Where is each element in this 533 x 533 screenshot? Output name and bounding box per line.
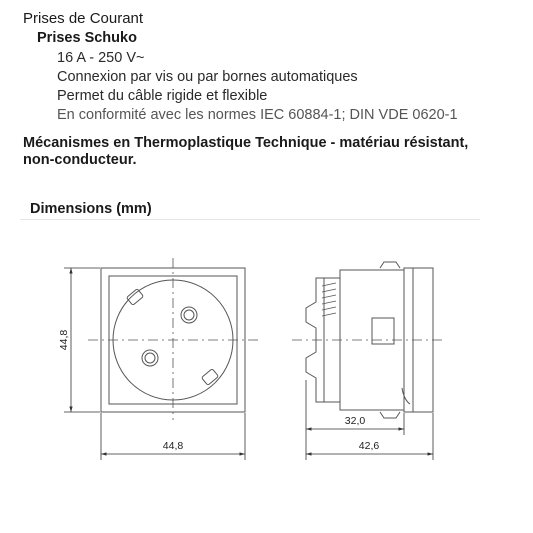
socket-hole-upper — [181, 307, 197, 323]
description-line-1: Mécanismes en Thermoplastique Technique - matériau résistant, — [23, 135, 469, 151]
category-title: Prises de Courant — [23, 10, 144, 27]
front-height-label: 44,8 — [58, 329, 70, 351]
front-view — [88, 258, 258, 420]
spec-cable: Permet du câble rigide et flexible — [57, 88, 268, 104]
spec-standards: En conformité avec les normes IEC 60884-1; DIN VDE 0620-1 — [57, 107, 458, 123]
spec-rating: 16 A - 250 V~ — [57, 50, 145, 66]
side-depth-total-label: 42,6 — [358, 440, 380, 452]
earth-clip-top — [126, 289, 143, 306]
side-top-clip — [380, 262, 400, 268]
earth-clip-bottom — [201, 369, 218, 386]
side-bottom-clip — [380, 412, 400, 418]
product-title: Prises Schuko — [37, 30, 137, 46]
spec-connection: Connexion par vis ou par bornes automatiques — [57, 69, 358, 85]
dimensions-title: Dimensions (mm) — [30, 201, 152, 217]
socket-hole-lower — [142, 350, 158, 366]
side-depth-body-label: 32,0 — [344, 415, 366, 427]
description-line-2: non-conducteur. — [23, 152, 137, 168]
front-width-label: 44,8 — [162, 440, 184, 452]
front-width-dimension — [101, 413, 245, 460]
side-view — [292, 262, 446, 418]
